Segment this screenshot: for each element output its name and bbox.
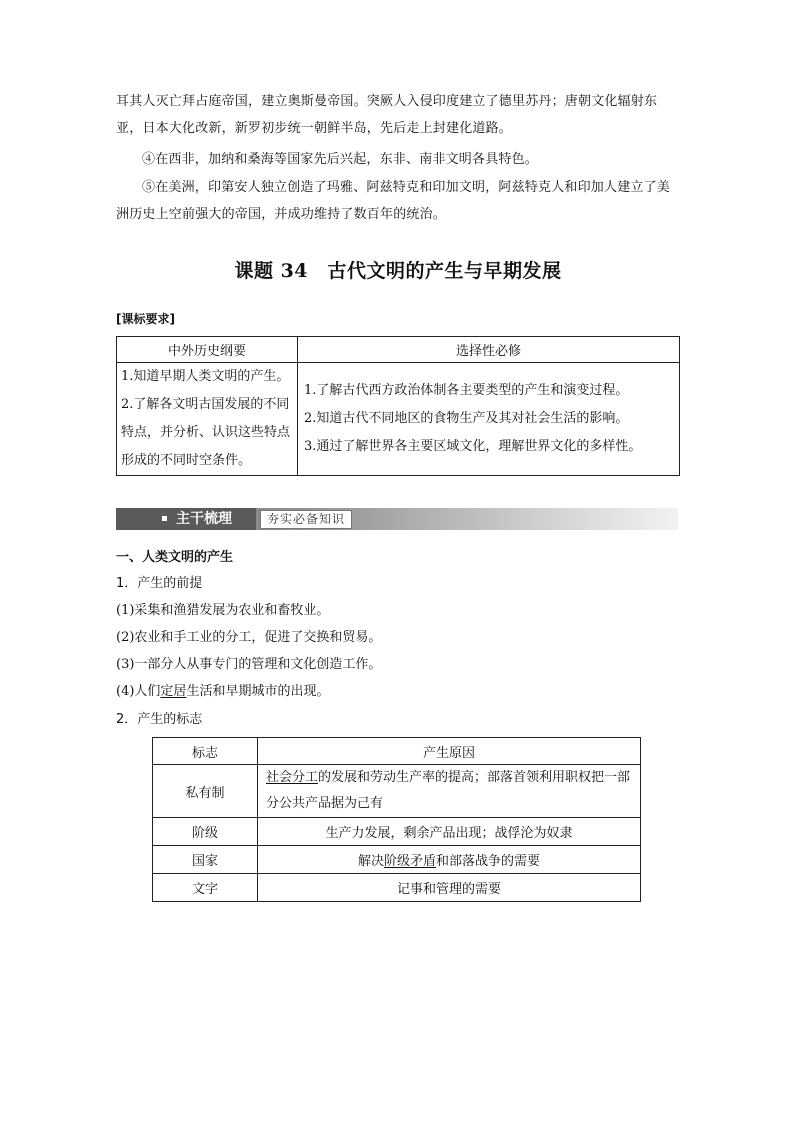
signs-header-cause: 产生原因 bbox=[258, 738, 641, 765]
lesson-title: 课题 34 古代文明的产生与早期发展 bbox=[234, 260, 562, 282]
signs-header-row bbox=[153, 738, 641, 765]
banner-main-text: 主干梳理 bbox=[176, 511, 232, 527]
requirements-elective-cell bbox=[298, 363, 680, 476]
cause-text: 和部落战争的需要 bbox=[436, 854, 541, 869]
intro-paragraph-1: 耳其人灭亡拜占庭帝国，建立奥斯曼帝国。突厥人入侵印度建立了德里苏丹；唐朝文化辐射东亚，日本大化改新，新罗初步统一朝鲜半岛，先后走上封建化道路。 bbox=[116, 94, 658, 136]
requirements-header-elective: 选择性必修 bbox=[298, 337, 680, 363]
list-item: (2)农业和手工业的分工，促进了交换和贸易。 bbox=[116, 630, 382, 645]
cause-cell: 生产力发展，剩余产品出现；战俘沦为奴隶 bbox=[258, 818, 641, 846]
table-row bbox=[153, 874, 641, 902]
list-item-text: (4)人们 bbox=[116, 684, 161, 699]
list-item: (3)一部分人从事专门的管理和文化创造工作。 bbox=[116, 657, 382, 672]
table-row bbox=[153, 818, 641, 846]
cause-cell bbox=[258, 846, 641, 874]
requirements-elective-item: 1.了解古代西方政治体制各主要类型的产生和演变过程。 bbox=[304, 383, 629, 398]
banner-main-block bbox=[116, 508, 256, 530]
list-item bbox=[116, 682, 329, 702]
requirements-outline-item: 2.了解各文明古国发展的不同特点，并分析、认识这些特点形成的不同时空条件。 bbox=[121, 397, 291, 468]
underlined-keyword: 阶级矛盾 bbox=[383, 854, 436, 869]
square-bullet-icon bbox=[162, 516, 167, 521]
sign-cell: 国家 bbox=[153, 846, 258, 874]
intro-paragraph-2: ④在西非，加纳和桑海等国家先后兴起，东非、南非文明各具特色。 bbox=[142, 152, 539, 167]
subheading-prerequisites: 1．产生的前提 bbox=[116, 576, 203, 591]
sign-cell: 阶级 bbox=[153, 818, 258, 846]
requirements-body-row bbox=[117, 363, 680, 476]
requirements-elective-item: 2.知道古代不同地区的食物生产及其对社会生活的影响。 bbox=[304, 411, 629, 426]
requirements-label: [课标要求] bbox=[116, 312, 175, 326]
cause-cell: 记事和管理的需要 bbox=[258, 874, 641, 902]
signs-table bbox=[152, 737, 641, 902]
requirements-elective-item: 3.通过了解世界各主要区域文化，理解世界文化的多样性。 bbox=[304, 439, 642, 454]
cause-cell bbox=[258, 765, 641, 818]
requirements-outline-item: 1.知道早期人类文明的产生。 bbox=[121, 369, 290, 384]
section-heading: 一、人类文明的产生 bbox=[116, 550, 234, 565]
table-row bbox=[153, 765, 641, 818]
intro-paragraph-3: ⑤在美洲，印第安人独立创造了玛雅、阿兹特克和印加文明，阿兹特克人和印加人建立了美洲历史上空前强大的帝国，并成功维持了数百年的统治。 bbox=[116, 180, 671, 222]
underlined-keyword: 社会分工 bbox=[266, 770, 319, 785]
cause-text: 的发展和劳动生产率的提高；部落首领利用职权把一部分公共产品据为己有 bbox=[266, 770, 631, 811]
list-item-text: 生活和早期城市的出现。 bbox=[186, 684, 330, 699]
table-row bbox=[153, 846, 641, 874]
requirements-header-outline: 中外历史纲要 bbox=[117, 337, 298, 363]
underlined-keyword: 定居 bbox=[160, 684, 187, 699]
list-item: (1)采集和渔猎发展为农业和畜牧业。 bbox=[116, 603, 330, 618]
banner-sub-text: 夯实必备知识 bbox=[260, 510, 352, 529]
requirements-table bbox=[116, 336, 680, 476]
cause-text: 解决 bbox=[357, 854, 384, 869]
section-banner bbox=[116, 508, 678, 530]
sign-cell: 私有制 bbox=[153, 765, 258, 818]
sign-cell: 文字 bbox=[153, 874, 258, 902]
subheading-signs: 2．产生的标志 bbox=[116, 712, 203, 727]
signs-header-sign: 标志 bbox=[153, 738, 258, 765]
requirements-outline-cell bbox=[117, 363, 298, 476]
requirements-header-row bbox=[117, 337, 680, 363]
